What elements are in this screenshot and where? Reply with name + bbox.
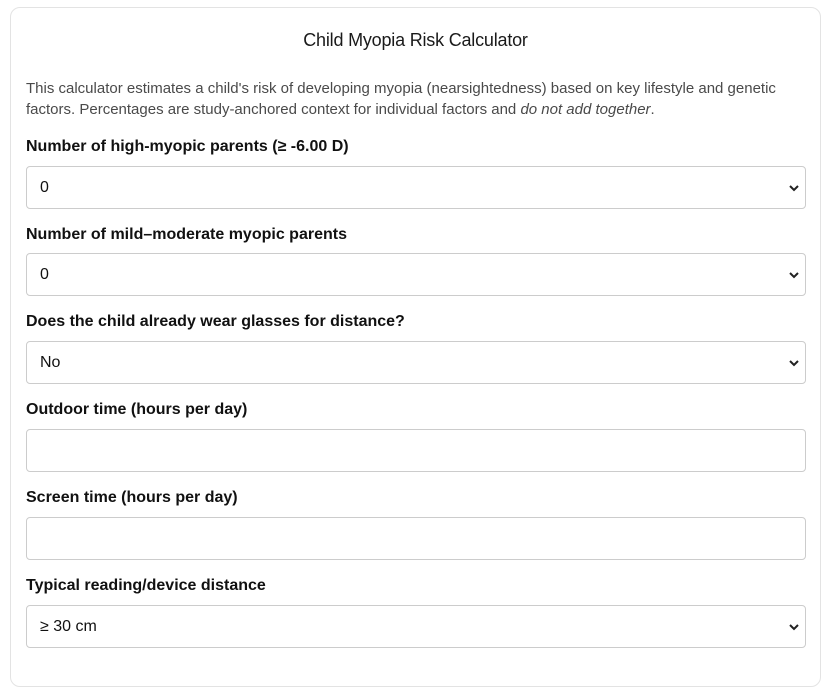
chevron-down-icon (787, 268, 801, 282)
intro-body: This calculator estimates a child's risk of developing myopia (nearsightedness) based on key lifestyle and genetic factors. Percentages are study-anchored context for individual factors and (26, 80, 776, 118)
high-myopic-parents-select[interactable] (26, 166, 806, 209)
mild-myopic-parents-value: 0 (40, 266, 49, 283)
chevron-down-icon (787, 620, 801, 634)
wears-glasses-value: No (40, 354, 61, 371)
intro-text (26, 78, 806, 120)
page-title: Child Myopia Risk Calculator (303, 30, 528, 50)
high-myopic-parents-value: 0 (40, 179, 49, 196)
reading-distance-value: ≥ 30 cm (40, 618, 97, 635)
intro-emphasis: do not add together (520, 101, 651, 118)
wears-glasses-label: Does the child already wear glasses for distance? (26, 313, 405, 330)
high-myopic-parents-label: Number of high-myopic parents (≥ -6.00 D) (26, 138, 349, 155)
screen-time-label: Screen time (hours per day) (26, 489, 238, 506)
chevron-down-icon (787, 356, 801, 370)
intro-end: . (650, 101, 655, 118)
screen-time-input[interactable] (26, 517, 806, 560)
calculator-card (10, 7, 821, 687)
mild-myopic-parents-label: Number of mild–moderate myopic parents (26, 226, 347, 243)
reading-distance-select[interactable] (26, 605, 806, 648)
mild-myopic-parents-select[interactable] (26, 253, 806, 296)
outdoor-time-input[interactable] (26, 429, 806, 472)
outdoor-time-label: Outdoor time (hours per day) (26, 401, 248, 418)
wears-glasses-select[interactable] (26, 341, 806, 384)
chevron-down-icon (787, 181, 801, 195)
reading-distance-label: Typical reading/device distance (26, 577, 266, 594)
